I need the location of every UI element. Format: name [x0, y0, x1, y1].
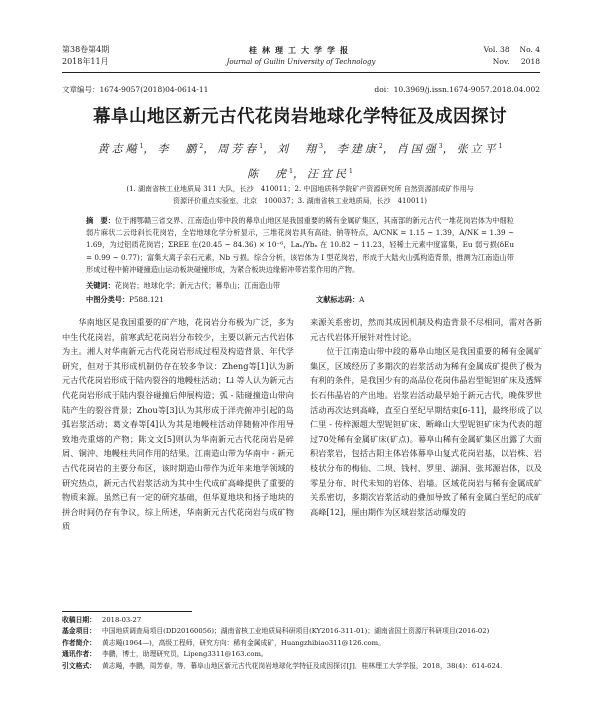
author-name: 李 鹏: [157, 142, 200, 156]
author-affiliation-mark: 1: [349, 167, 353, 175]
footnote-text: 黄志飚(1964—)，高级工程师，研究方向：稀有金属成矿，Huangzhibiao311@126.com。: [102, 638, 385, 647]
affiliations: [80, 183, 520, 207]
author-name: 李建康: [336, 142, 379, 156]
author-affiliation-mark: 1: [139, 143, 144, 150]
volume-cn: 第38卷第4期: [62, 45, 110, 54]
date-en-a: Nov.: [492, 57, 510, 66]
author-name: 汪宜民: [307, 167, 349, 181]
volume-en-b: No. 4: [519, 45, 540, 54]
header-right: [484, 44, 540, 68]
author-affiliation-mark: 3: [438, 143, 443, 150]
keywords: [86, 280, 514, 292]
footnote-funding: [62, 626, 540, 637]
footnote-author: [62, 638, 540, 649]
article-number: 文章编号：1674-9057(2018)04-0614-11: [62, 85, 209, 94]
author-name: 周芳春: [217, 142, 260, 156]
journal-name-cn: 桂林理工大学学报: [249, 45, 353, 55]
abstract-text: 位于湘鄂赣三省交界、江南造山带中段的幕阜山地区是我国重要的稀有金属矿集区，其南部的新元古代一堆花岗岩体为中细粒弱片麻状二云母斜长花岗岩，全岩地球化学分析显示，三堆花岗岩具有高硅、钠等特点，A/CNK = 1.15 ~ 1.39，A/NK = 1.39 ~ 1.69，为过铝质花岗岩；ΣREE 在(20.45 ~ 84.36) × 10⁻⁶，Laₙ/Ybₙ 在 10.82 ~ 11.23，轻稀土元素中度富集，Eu 弱亏损(δEu = 0.99 ~ 0.77)；富集大离子亲石元素，Nb 亏损。综合分析，该岩体为 I 型花岗岩，形成于大陆火山弧构造背景，推测为江南造山带形成过程中俯冲碰撞造山运动板块碰撞形成，为紧合板块边缘俯冲带岩浆作用的产物。: [86, 216, 514, 274]
footnote-citation: [62, 661, 540, 672]
author-affiliation-mark: 3: [319, 143, 323, 150]
doc-code-label: 文献标志码：: [316, 295, 360, 304]
footnote-text: 黄志飚，李鹏，周芳春，等．幕阜山地区新元古代花岗岩地球化学特征及成因探讨[J]．桂林理工大学学报，2018，38(4)：614-624.: [102, 661, 503, 670]
clc-value: P588.121: [129, 295, 164, 304]
author-affiliation-mark: 1: [259, 143, 264, 150]
footnote-corresponding: [62, 649, 540, 660]
date-en-b: 2018: [520, 57, 540, 66]
author-name: 黄志飚: [97, 142, 140, 156]
author-name: 肖国强: [396, 142, 439, 156]
header-rule: [62, 72, 540, 73]
footnote-text: 2018-03-27: [102, 616, 142, 624]
doi: doi：10.3969/j.issn.1674-9057.2018.04.002: [374, 85, 540, 94]
body-paragraph: 位于江南造山带中段的幕阜山地区是我国重要的稀有金属矿集区，区域经历了多期次的岩浆活动为稀有金属成矿提供了极为有利的条件，是我国少有的高品位花岗伟晶岩型铌钽矿床及透辉长石伟晶岩的产出地。岩浆岩活动最早始于新元古代，晚侏罗世活动再次达到高峰，直至白垩纪早期结束[6-11]，最终形成了以仁里 - 传梓源超大型铌钽矿床、断峰山大型铌钽矿床为代表的超过70处稀有金属矿床(矿点)。幕阜山稀有金属矿集区出露了大面积岩浆岩，包括古阳主体岩体幕阜山复式花岗岩基，以岩株、岩枝状分布的梅仙、二坝、钱村、罗里、湖洞、张邦源岩体，以及零星分布、时代未知的岩体、岩墙。区域花岗岩与稀有金属成矿关系密切，多期次岩浆活动的叠加导致了稀有金属白垩纪的成矿高峰[12]，厘由期作为区域岩浆活动爆发的: [310, 346, 542, 517]
footnote-label: 引文格式：: [62, 661, 96, 670]
clc-label: 中图分类号：: [86, 295, 130, 304]
classification: [86, 294, 514, 306]
body-column-right: [310, 315, 542, 519]
header-center: [62, 44, 540, 68]
date-cn: 2018年11月: [62, 57, 109, 66]
author-affiliation-mark: 2: [378, 143, 383, 150]
abstract-label: 摘 要：: [86, 216, 116, 225]
author-name: 张立平: [456, 142, 499, 156]
volume-en-a: Vol. 38: [483, 45, 510, 54]
abstract: [86, 215, 514, 276]
author-list: [60, 136, 540, 185]
body-paragraph: 华南地区是我国重要的矿产地，花岗岩分布极为广泛，多为中生代花岗岩，前寒武纪花岗岩分布较少，主要以新元古代岩体为主。湘人对华南新元古代花岗岩形成过程及构造背景、年代学研究，但对于其形成机制仍存在较多争议：Zheng等[1]认为新元古代花岗岩形成于陆内裂谷的地幔柱活动；Li 等人认为新元古代花岗岩形成于陆内裂谷碰撞后伸展构造；弧 - 陆碰撞造山带向陆产生的裂谷背景；Zhou等[3]认为其形成于洋壳俯冲引起的岛弧岩浆活动；葛文春等[4]认为其是地幔柱活动伴随俯冲作用导致地壳重熔的产物；陈文文[5]则认为华南新元古代花岗岩是碎屑、铜沖、地幔柱共同作用的结果。江南造山带为华南中 - 新元古代花岗岩的主要分布区，该时期造山带作为近年来地学领域的研究热点，新元古代岩浆活动为其中生代成矿高峰提供了重要的物质来源。虽然已有一定的研究基础，但华夏地块和扬子地块的拼合时间仍存有争议，综上所述，华南新元古代花岗岩与成矿物质: [62, 317, 294, 532]
body-paragraph: 来源关系密切，然而其成因机制及构造背景不尽相同，需对各新元古代岩体开展针对性讨论。: [310, 317, 542, 342]
author-affiliation-mark: 2: [199, 143, 204, 150]
doc-code-value: A: [359, 295, 365, 304]
keywords-label: 关键词：: [86, 281, 115, 290]
author-name: 刘 翔: [277, 142, 320, 156]
footnote-label: 收稿日期：: [62, 616, 96, 624]
footnote-text: 中国地质调查局项目(DD20160056)；湖南省核工业地质局科研项目(KY2016-311-01)；湖南省国土资源厅科研项目(2016-02): [102, 627, 490, 636]
footnote-text: 李鹏，博士，助理研究员，Lipeng3311@163.com。: [102, 650, 268, 659]
affiliation-line-1: (1. 湖南省核工业地质局 311 大队，长沙 410011；2. 中国地质科学院矿产资源研究所 自然资源部成矿作用与: [126, 185, 474, 193]
paper-title: 幕阜山地区新元古代花岗岩地球化学特征及成因探讨: [93, 107, 507, 127]
affiliation-line-2: 资源评价重点实验室，北京 100037；3. 湖南省核工业地质局，长沙 410011): [172, 197, 428, 205]
footnote-received: [62, 615, 540, 626]
footnote-rule: [62, 611, 192, 612]
body-column-left: [62, 315, 294, 534]
article-meta: [62, 84, 540, 96]
footnote-label: 作者简介：: [62, 638, 96, 647]
footnotes: [62, 615, 540, 672]
footnote-label: 通讯作者：: [62, 650, 96, 659]
keywords-text: 花岗岩；地球化学；新元古代；幕阜山；江南造山带: [114, 281, 281, 290]
author-affiliation-mark: 1: [498, 143, 503, 150]
footnote-label: 基金项目：: [62, 627, 96, 636]
author-line-1: 黄志飚$^1$，李 鹏$^2$，周芳春$^1$，刘 翔$^3$，李建康$^2$，肖国强$^3$，张立平$^1$: [97, 142, 503, 156]
author-name: 陈 虎: [247, 167, 290, 181]
journal-name-en: Journal of Guilin University of Technology: [226, 58, 376, 66]
running-header: [62, 44, 540, 70]
author-affiliation-mark: 1: [289, 167, 293, 175]
author-line-2: 陈 虎$^1$，汪宜民$^1$: [247, 167, 353, 181]
